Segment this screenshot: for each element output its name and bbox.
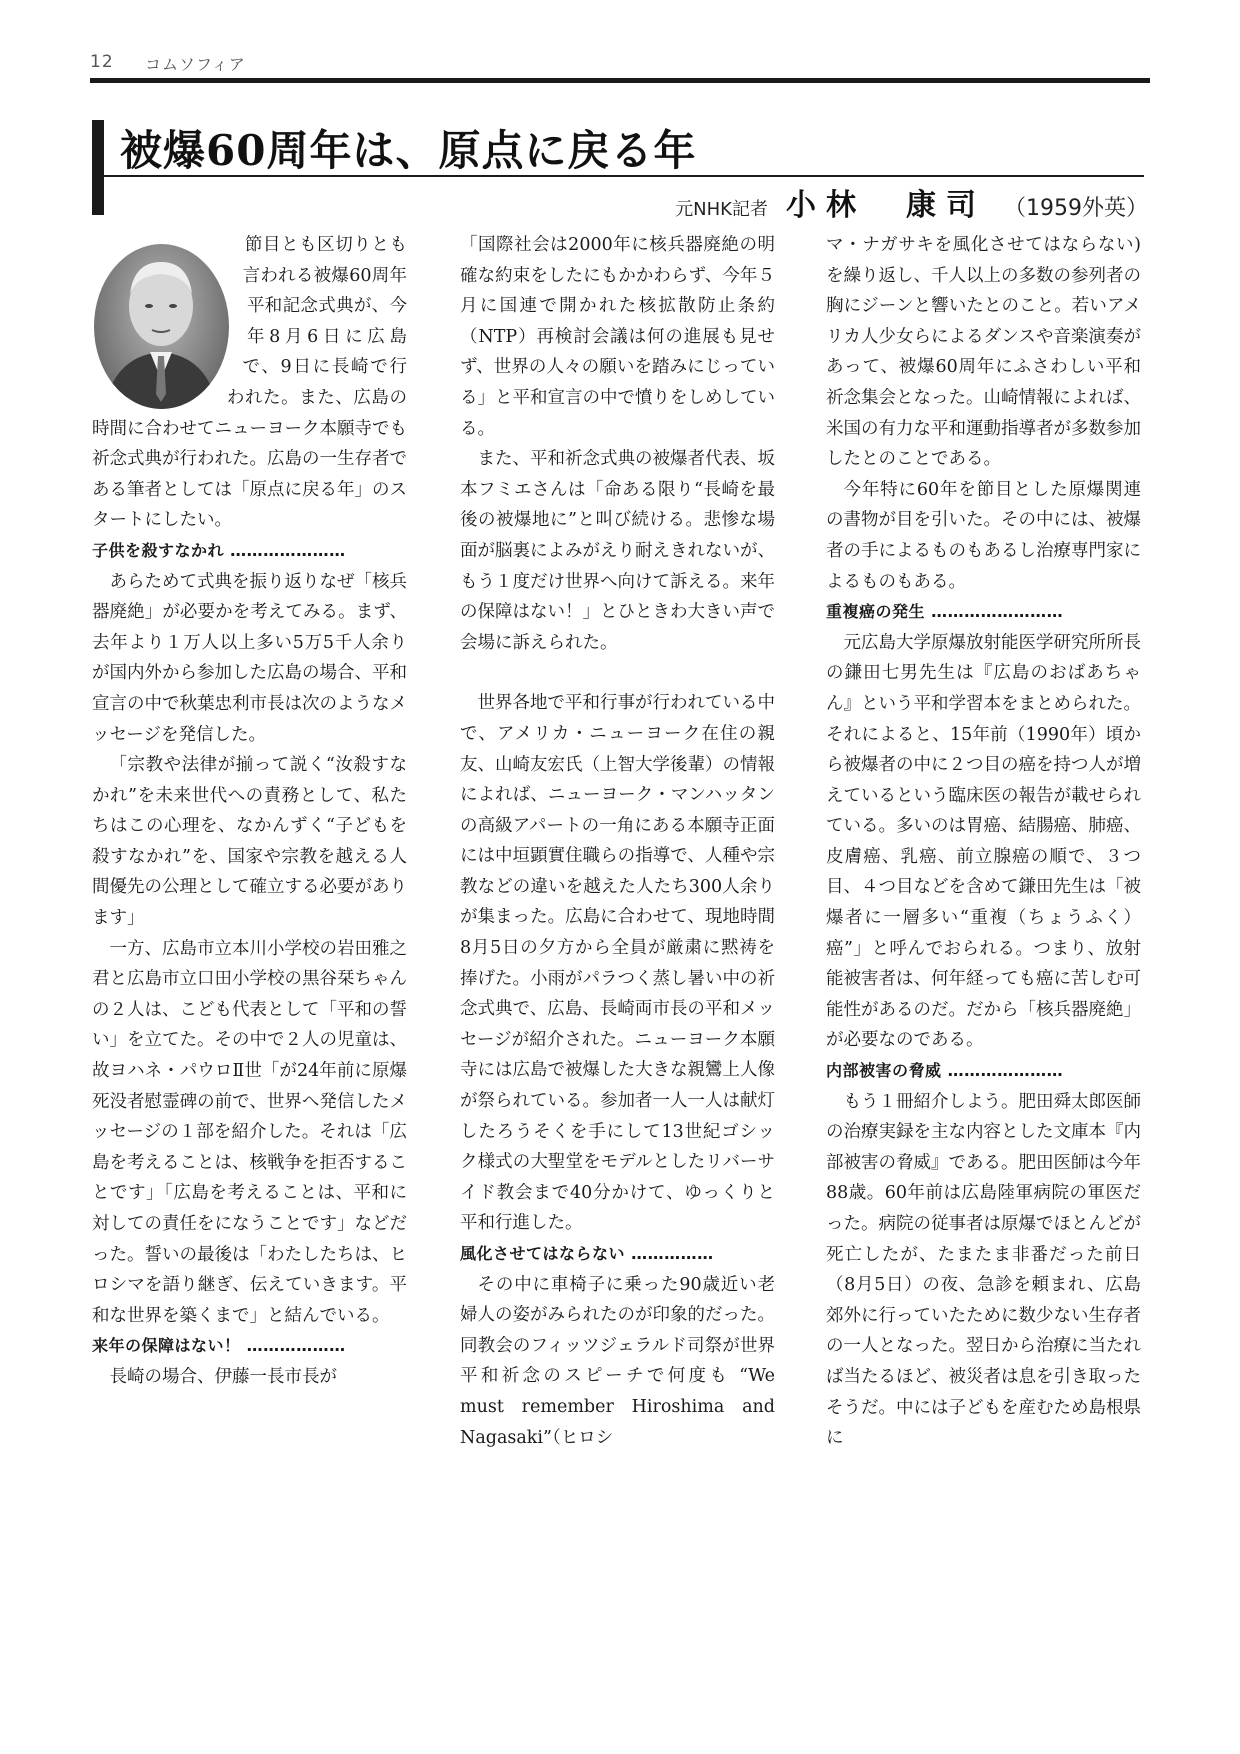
article-column-2 xyxy=(460,230,775,1453)
section-heading: 子供を殺すなかれ ………………… xyxy=(92,540,346,560)
paragraph: 一方、広島市立本川小学校の岩田雅之君と広島市立口田小学校の黒谷栞ちゃんの２人は、こども代表として「平和の誓い」を立てた。その中で２人の児童は、故ヨハネ・パウロⅡ世「が24年前に原爆死没者慰霊碑の前で、世界へ発信したメッセージの１部を紹介した。それは「広島を考えることは、核戦争を拒否することです」「広島を考えることは、平和に対しての責任をになうことです」などだった。誓いの最後は「わたしたちは、ヒロシマを語り継ぎ、伝えていきます。平和な世界を築くまで」と結んでいる。 xyxy=(92,938,407,1326)
header-rule xyxy=(90,78,1150,83)
article-column-1 xyxy=(92,230,407,1393)
page-number: 12 xyxy=(90,52,114,72)
paragraph: 「国際社会は2000年に核兵器廃絶の明確な約束をしたにもかかわらず、今年５月に国連で開かれた核拡散防止条約（NTP）再検討会議は何の進展も見せず、世界の人々の願いを踏みにじっている」と平和宣言の中で憤りをしめしている。 xyxy=(460,235,775,439)
author-portrait-icon xyxy=(94,244,229,409)
paragraph: あらためて式典を振り返りなぜ「核兵器廃絶」が必要かを考えてみる。まず、去年より１万人以上多い5万5千人余りが国内外から参加した広島の場合、平和宣言の中で秋葉忠利市長は次のようなメッセージを発信した。 xyxy=(92,571,407,745)
byline-role: 元NHK記者 xyxy=(675,199,768,220)
paragraph: 節目とも区切りとも言われる被爆60周年平和記念式典が、今年8月6日に広島で、9日に長崎で行われた。また、広島の時間に合わせてニューヨーク本願寺でも祈念式典が行われた。広島の一生存者である筆者としては「原点に戻る年」のスタートにしたい。 xyxy=(92,235,407,531)
title-accent-bar xyxy=(92,120,104,215)
article-title: 被爆60周年は、原点に戻る年 xyxy=(120,126,697,175)
paragraph: 世界各地で平和行事が行われている中で、アメリカ・ニューヨーク在住の親友、山崎友宏氏（上智大学後輩）の情報によれば、ニューヨーク・マンハッタンの高級アパートの一角にある本願寺正面には中垣顕實住職らの指導で、人種や宗教などの違いを越えた人たち300人余りが集まった。広島に合わせて、現地時間8月5日の夕方から全員が厳粛に黙祷を捧げた。小雨がパラつく蒸し暑い中の祈念式典で、広島、長崎両市長の平和メッセージが紹介された。ニューヨーク本願寺には広島で被爆した大きな親鸞上人像が祭られている。参加者一人一人は献灯したろうそくを手にして13世紀ゴシック様式の大聖堂をモデルとしたリバーサイド教会まで40分かけて、ゆっくりと平和行進した。 xyxy=(460,693,775,1234)
author-photo xyxy=(94,244,229,409)
article-column-3 xyxy=(826,230,1141,1454)
paragraph: 「宗教や法律が揃って説く“汝殺すなかれ”を未来世代への責務として、私たちはこの心理を、なかんずく“子どもを殺すなかれ”を、国家や宗教を越える人間優先の公理として確立する必要があります」 xyxy=(92,755,407,929)
page-header xyxy=(90,48,1150,78)
title-rule xyxy=(104,175,1144,177)
byline xyxy=(675,180,1148,224)
section-heading: 風化させてはならない …………… xyxy=(460,1244,714,1263)
paragraph: もう１冊紹介しよう。肥田舜太郎医師の治療実録を主な内容とした文庫本『内部被害の脅威』である。肥田医師は今年88歳。60年前は広島陸軍病院の軍医だった。病院の従事者は原爆でほとんどが死亡したが、たまたま非番だった前日（8月5日）の夜、急診を頼まれ、広島郊外に行っていたために数少ない生存者の一人となった。翌日から治療に当たれば当たるほど、被災者は息を引き取ったそうだ。中には子どもを産むため島根県に xyxy=(826,1091,1141,1449)
section-heading: 内部被害の脅威 ………………… xyxy=(826,1061,1064,1081)
paragraph: 長崎の場合、伊藤一長市長が xyxy=(109,1366,337,1387)
paragraph: 今年特に60年を節目とした原爆関連の書物が目を引いた。その中には、被爆者の手によるものもあるし治療専門家によるものもある。 xyxy=(826,479,1141,592)
author-class: （1959外英） xyxy=(1004,196,1148,221)
paragraph: 元広島大学原爆放射能医学研究所所長の鎌田七男先生は『広島のおばあちゃん』という平和学習本をまとめられた。それによると、15年前（1990年）頃から被爆者の中に２つ目の癌を持つ人が増えているという臨床医の報告が載せられている。多いのは胃癌、結腸癌、肺癌、皮膚癌、乳癌、前立腺癌の順で、３つ目、４つ目などを含めて鎌田先生は「被爆者に一層多い“重複（ちょうふく）癌”」と呼んでおられる。つまり、放射能被害者は、何年経っても癌に苦しむ可能性があるのだ。だから「核兵器廃絶」が必要なのである。 xyxy=(826,632,1141,1051)
paragraph: マ・ナガサキを風化させてはならない)を繰り返し、千人以上の多数の参列者の胸にジーンと響いたとのこと。若いアメリカ人少女らによるダンスや音楽演奏があって、被爆60周年にふさわしい平和祈念集会となった。山崎情報によれば、米国の有力な平和運動指導者が多数参加したとのことである。 xyxy=(826,235,1141,470)
author-name: 小林 康司 xyxy=(786,188,986,223)
section-heading: 来年の保障はない！ ……………… xyxy=(92,1336,346,1356)
section-heading: 重複癌の発生 …………………… xyxy=(826,602,1064,622)
paragraph: その中に車椅子に乗った90歳近い老婦人の姿がみられたのが印象的だった。同教会のフィッツジェラルド司祭が世界平和祈念のスピーチで何度も “We must remember Hiroshima and Nagasaki”（ヒロシ xyxy=(460,1274,775,1448)
paragraph: また、平和祈念式典の被爆者代表、坂本フミエさんは「命ある限り“長崎を最後の被爆地に”と叫び続ける。悲惨な場面が脳裏によみがえり耐えきれないが、もう１度だけ世界へ向けて訴える。来年の保障はない！」とひときわ大きい声で会場に訴えられた。 xyxy=(460,449,775,653)
magazine-name: コムソフィア xyxy=(145,55,246,74)
